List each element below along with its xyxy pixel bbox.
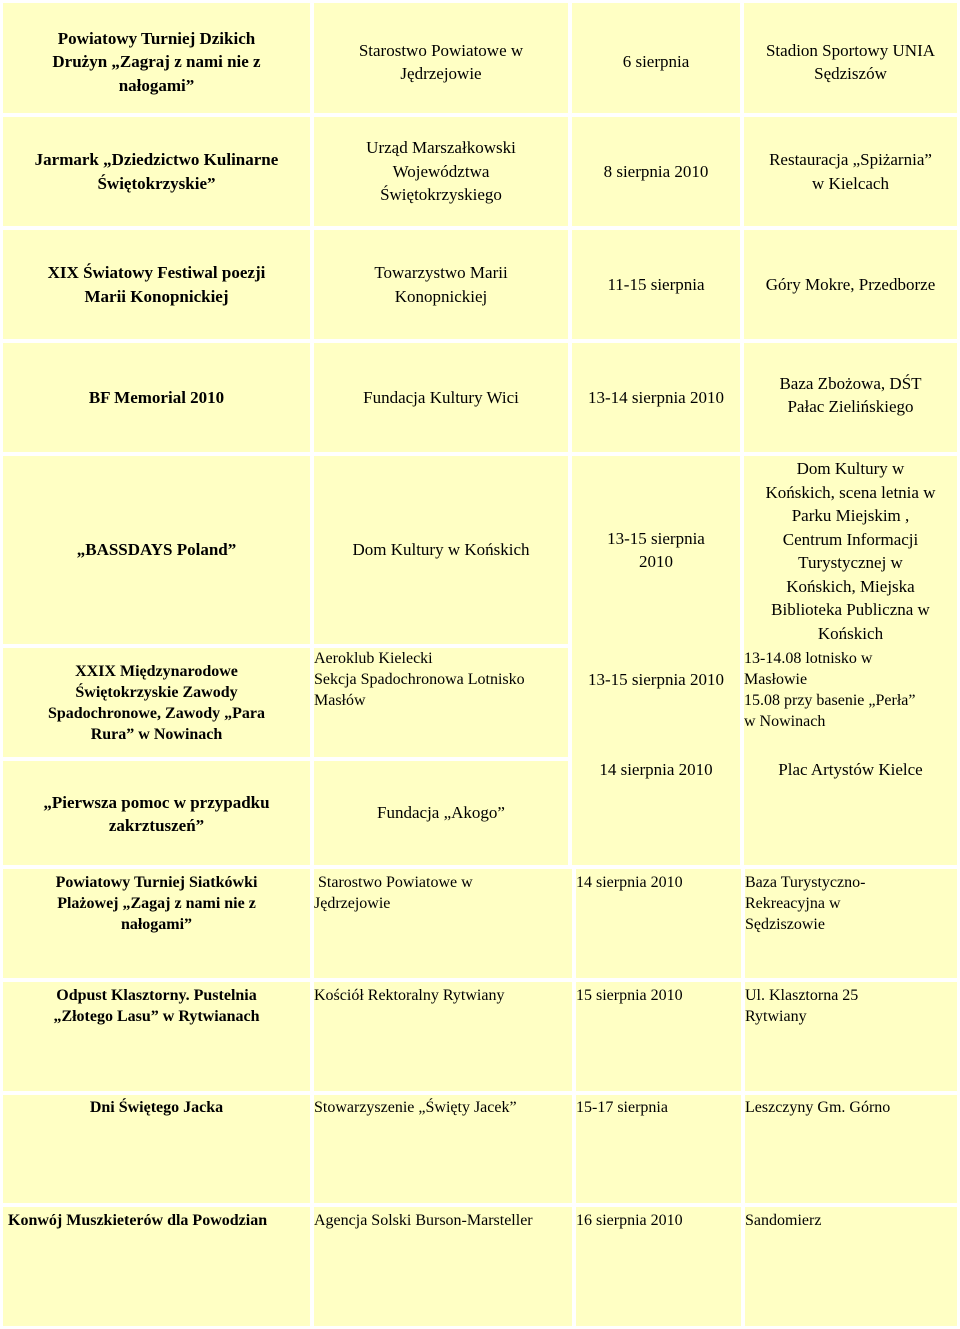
event-place: Sandomierz bbox=[745, 1212, 822, 1229]
event-place: Restauracja „Spiżarnia” w Kielcach bbox=[769, 150, 932, 193]
organizer: Urząd Marszałkowski Województwa Świętokrzyskiego bbox=[366, 138, 516, 205]
event-name: Odpust Klasztorny. Pustelnia „Złotego Lasu” w Rytwianach bbox=[53, 987, 260, 1025]
event-place: Baza Turystyczno- Rekreacyjna w Sędziszowie bbox=[745, 874, 866, 933]
event-name: Dni Świętego Jacka bbox=[89, 1099, 224, 1116]
event-date: 16 sierpnia 2010 bbox=[576, 1212, 683, 1229]
event-place: Dom Kultury w Końskich, scena letnia w Parku Miejskim , Centrum Informacji Turystycznej w Końskich, Miejska Biblioteka Publiczna w Końskich bbox=[765, 459, 936, 643]
event-date: 6 sierpnia bbox=[622, 52, 690, 72]
organizer: Towarzystwo Marii Konopnickiej bbox=[374, 263, 508, 306]
events-table bbox=[3, 3, 957, 1326]
row-divider bbox=[3, 865, 957, 869]
event-place: Plac Artystów Kielce bbox=[778, 760, 923, 780]
organizer: Fundacja „Akogo” bbox=[377, 803, 505, 823]
event-place: Baza Zbożowa, DŚT Pałac Zielińskiego bbox=[779, 373, 922, 416]
row-divider bbox=[3, 978, 957, 982]
event-date: 15 sierpnia 2010 bbox=[576, 987, 683, 1004]
organizer: Dom Kultury w Końskich bbox=[352, 540, 530, 560]
organizer: Fundacja Kultury Wici bbox=[363, 387, 519, 407]
organizer: Starostwo Powiatowe w Jędrzejowie bbox=[358, 40, 524, 83]
organizer: Kościół Rektoralny Rytwiany bbox=[314, 987, 505, 1004]
event-date: 14 sierpnia 2010 bbox=[599, 760, 713, 780]
event-date: 13-15 sierpnia 2010 bbox=[588, 670, 724, 690]
event-place: 13-14.08 lotnisko w Masłowie 15.08 przy basenie „Perła” w Nowinach bbox=[744, 650, 916, 730]
event-place: Stadion Sportowy UNIA Sędziszów bbox=[765, 40, 936, 83]
organizer: Stowarzyszenie „Święty Jacek” bbox=[314, 1099, 517, 1116]
event-date: 13-14 sierpnia 2010 bbox=[588, 387, 724, 407]
event-date: 11-15 sierpnia bbox=[607, 274, 705, 294]
event-date: 8 sierpnia 2010 bbox=[603, 161, 709, 181]
event-name: Jarmark „Dziedzictwo Kulinarne Świętokrzyskie” bbox=[34, 150, 279, 193]
event-name: „BASSDAYS Poland” bbox=[76, 540, 237, 560]
event-name: XXIX Międzynarodowe Świętokrzyskie Zawody Spadochronowe, Zawody „Para Rura” w Nowinach bbox=[47, 662, 266, 743]
event-name: Powiatowy Turniej Dzikich Drużyn „Zagraj z nami nie z nałogami” bbox=[52, 28, 261, 95]
event-date: 15-17 sierpnia bbox=[576, 1099, 668, 1116]
organizer: Aeroklub Kielecki Sekcja Spadochronowa Lotnisko Masłów bbox=[314, 650, 525, 709]
event-name: Konwój Muszkieterów dla Powodzian bbox=[8, 1212, 268, 1229]
organizer: Agencja Solski Burson-Marsteller bbox=[314, 1212, 533, 1229]
event-place: Leszczyny Gm. Górno bbox=[745, 1099, 891, 1116]
row-divider bbox=[3, 1091, 957, 1095]
event-name: Powiatowy Turniej Siatkówki Plażowej „Zagaj z nami nie z nałogami” bbox=[55, 874, 258, 933]
event-name: XIX Światowy Festiwal poezji Marii Konopnickiej bbox=[47, 263, 266, 306]
organizer: Starostwo Powiatowe w Jędrzejowie bbox=[314, 874, 473, 912]
event-place: Ul. Klasztorna 25 Rytwiany bbox=[745, 987, 859, 1025]
row-divider bbox=[3, 1203, 957, 1207]
event-date: 13-15 sierpnia 2010 bbox=[607, 528, 705, 571]
event-date: 14 sierpnia 2010 bbox=[576, 874, 683, 891]
row-divider bbox=[3, 757, 310, 761]
event-place: Góry Mokre, Przedborze bbox=[765, 274, 936, 294]
row-divider bbox=[310, 757, 568, 761]
event-name: „Pierwsza pomoc w przypadku zakrztuszeń” bbox=[43, 792, 270, 835]
event-name: BF Memorial 2010 bbox=[88, 387, 225, 407]
